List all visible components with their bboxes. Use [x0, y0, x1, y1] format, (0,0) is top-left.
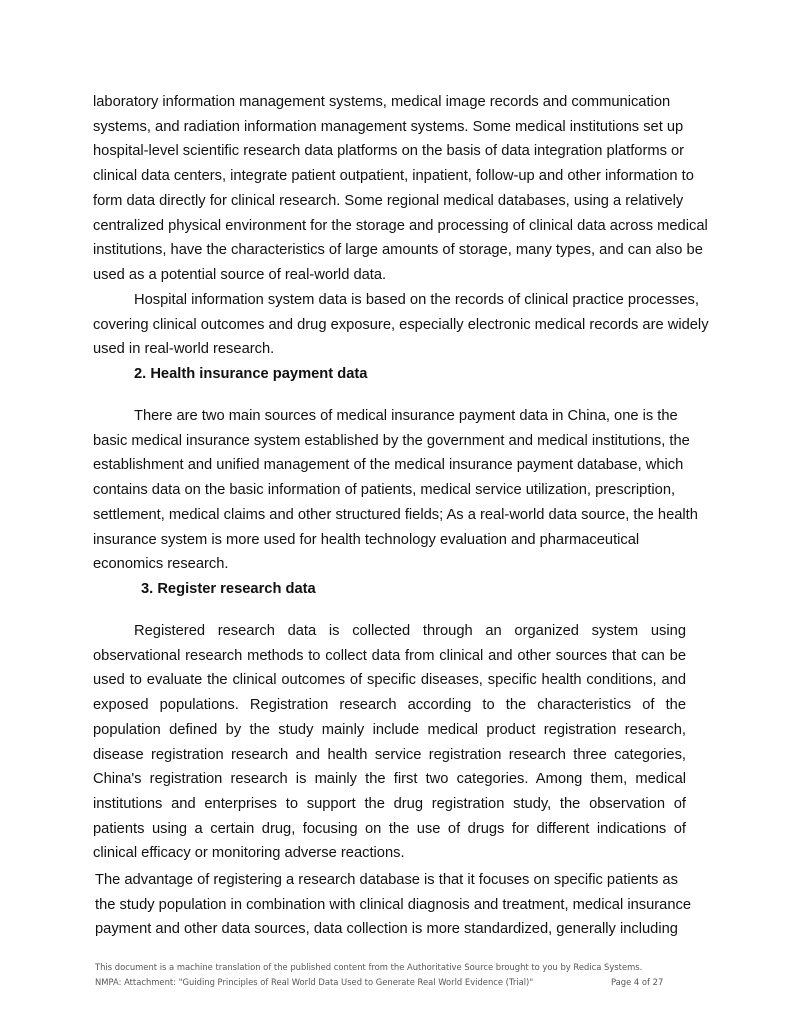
footer-source: NMPA: Attachment: "Guiding Principles of Real World Data Used to Generate Real World Evidence (Trial)": [95, 977, 534, 987]
footer-disclaimer: This document is a machine translation of the published content from the Authoritative Source brought to you by Redica Systems.: [95, 962, 643, 972]
paragraph-text: The advantage of registering a research database is that it focuses on specific patients as the study population in combination with clinical diagnosis and treatment, medical insurance payment and other data sources, data collection is more standardized, generally including: [95, 872, 691, 938]
paragraph-data-platforms: [93, 90, 709, 288]
paragraph-registered-research: [93, 619, 686, 866]
section-heading-health-insurance: 2. Health insurance payment data: [134, 366, 368, 382]
page-number: Page 4 of 27: [611, 977, 664, 987]
paragraph-text: laboratory information management systems, medical image records and communication systems, and radiation information management systems. Some medical institutions set up hospital-level scientific research data platforms on the basis of data integration platforms or clinical data centers, integrate patient outpatient, inpatient, follow-up and other information to form data directly for clinical research. Some regional medical databases, using a relatively centralized physical environment for the storage and processing of clinical data across medical institutions, have the characteristics of large amounts of storage, many types, and can also be used as a potential source of real-world data.: [93, 94, 708, 283]
page-footer: [95, 960, 675, 990]
paragraph-text: There are two main sources of medical insurance payment data in China, one is the basic medical insurance system established by the government and medical institutions, the establishment and unified management of the medical insurance payment database, which contains data on the basic information of patients, medical service utilization, prescription, settlement, medical claims and other structured fields; As a real-world data source, the health insurance system is more used for health technology evaluation and pharmaceutical economics research.: [93, 408, 698, 573]
paragraph-hospital-information: [93, 288, 709, 362]
paragraph-text: Registered research data is collected through an organized system using observational research methods to collect data from clinical and other sources that can be used to evaluate the clinical outcomes of specific diseases, specific health conditions, and exposed populations. Registration research according to the characteristics of the population defined by the study mainly include medical product registration research, disease registration research and health service registration research three categories, China's registration research is mainly the first two categories. Among them, medical institutions and enterprises to support the drug registration study, the observation of patients using a certain drug, focusing on the use of drugs for different indications of clinical efficacy or monitoring adverse reactions.: [93, 623, 686, 862]
footer-source-row: [95, 975, 675, 990]
paragraph-text: Hospital information system data is based on the records of clinical practice processes, covering clinical outcomes and drug exposure, especially electronic medical records are widely used in real-world research.: [93, 292, 709, 358]
section-heading-register-research: 3. Register research data: [141, 581, 316, 597]
paragraph-insurance-payment: [93, 404, 709, 577]
paragraph-registry-advantage: [95, 868, 695, 942]
